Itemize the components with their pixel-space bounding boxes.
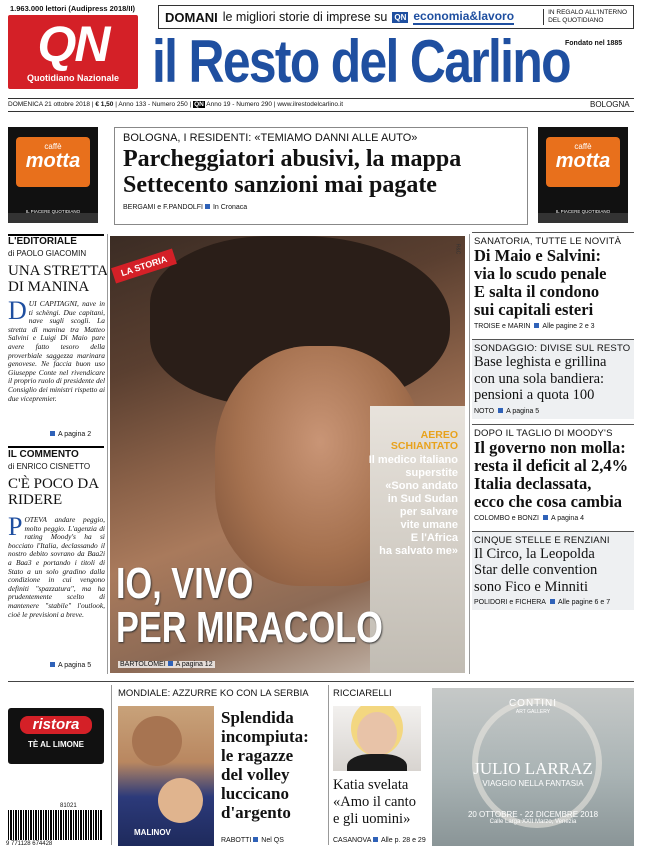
right-story-headline-line: Italia declassata, (474, 473, 592, 493)
qn-mini-logo: QN (394, 12, 407, 22)
lead-kicker: BOLOGNA, I RESIDENTI: «TEMIAMO DANNI ALLE AUTO» (123, 132, 418, 144)
main-story-side-label: R&C (454, 243, 461, 255)
lead-byline: BERGAMI e F.PANDOLFI In Cronaca (123, 204, 248, 211)
ricciarelli-photo[interactable] (333, 706, 421, 771)
sport-headline-line: d'argento (221, 803, 291, 822)
promo-banner[interactable] (158, 5, 634, 29)
qn-logo-subtitle: Quotidiano Nazionale (26, 73, 119, 83)
right-column (472, 232, 634, 615)
main-story-text-line: «Sono andato (385, 480, 458, 492)
lead-headline-1: Parcheggiatori abusivi, la mappa (123, 146, 462, 172)
ricciarelli-headline-line: e gli uomini» (333, 811, 411, 827)
ristora-product: TÈ AL LIMONE (28, 740, 84, 749)
lead-headline-2: Settecento sanzioni mai pagate (123, 172, 437, 198)
right-story-kicker: SONDAGGIO: DIVISE SUL RESTO (474, 343, 631, 354)
main-story-headline-1: IO, VIVO (116, 559, 254, 608)
main-story-text-line: in Sud Sudan (387, 493, 458, 505)
right-story-headline-line: Base leghista e grillina (474, 354, 607, 370)
right-story[interactable] (472, 232, 634, 334)
lead-story[interactable] (114, 127, 528, 225)
ricciarelli-headline-line: «Amo il canto (333, 794, 416, 810)
right-story-kicker: SANATORIA, TUTTE LE NOVITÀ (474, 236, 622, 247)
sport-jersey: MALINOV (134, 828, 171, 837)
right-story-kicker: DOPO IL TAGLIO DI MOODY'S (474, 427, 613, 439)
sport-photo[interactable] (118, 706, 214, 846)
ricciarelli-kicker: RICCIARELLI (333, 688, 392, 699)
motta-slogan: IL PIACERE QUOTIDIANO (555, 209, 611, 214)
editoriale-body: DUI CAPITAGNI, nave in ti schèngi. Due capitani, nave sugli scogli. La stretta di manina tra Matteo Salvini e Luigi Di Maio pare avere fatto tesoro della proverbiale saggezza marinara genovese. Ne faccia buon uso Giuseppe Conte nel rivendicare il proprio ruolo di presidente del Consiglio dei ministri rispetto ai due vicepremier. (8, 296, 105, 403)
editoriale-author: di PAOLO GIACOMIN (8, 249, 87, 258)
sport-headline-line: Splendida (221, 708, 294, 727)
right-story-byline: NOTO A pagina 5 (474, 407, 540, 415)
motta-cup-icon: caffè motta (16, 137, 90, 187)
ricciarelli-byline: CASANOVA Alle p. 28 e 29 (333, 837, 426, 844)
commento-body: POTEVA andare peggio, molto peggio. L'agenzia di rating Moody's ha sì bocciato l'Italia, declassando il nostro debito sovrano da Baa2i a Baa3 e portando i titoli di Stato a un solo gradino dalla condizione in cui vengono definiti "spazzatura", ma ha prudentemente scelto di mantenere "stabile" l'outlook, cioè le previsioni a breve. (8, 512, 105, 619)
right-story-headline-line: pensioni a quota 100 (474, 387, 595, 403)
right-story-headline-line: resta il deficit al 2,4% (474, 455, 629, 475)
barcode-issue: 81021 (60, 803, 77, 809)
ad-motta-right[interactable] (538, 127, 628, 223)
commento-ref[interactable]: A pagina 5 (50, 662, 91, 669)
right-story-byline: COLOMBO e BONZI A pagina 4 (474, 514, 585, 522)
main-story-text-line: vite umane (400, 519, 458, 531)
motta-slogan: IL PIACERE QUOTIDIANO (25, 209, 81, 214)
sport-headline[interactable] (221, 708, 325, 822)
main-story-text (330, 454, 458, 558)
main-story-headline-2: PER MIRACOLO (116, 603, 383, 652)
right-story-headline-line: sui capitali esteri (474, 300, 594, 319)
right-story[interactable] (472, 339, 634, 419)
main-story-text-line: superstite (405, 467, 458, 479)
right-story-headline-line: via lo scudo penale (474, 264, 607, 283)
main-story-text-line: per salvare (399, 506, 458, 518)
right-story-headline-line: Star delle convention (474, 562, 598, 578)
ricciarelli-headline[interactable] (333, 777, 433, 828)
right-story-kicker: CINQUE STELLE E RENZIANI (474, 534, 610, 546)
main-story-text-line: E l'Africa (410, 532, 458, 544)
sport-byline: RABOTTI Nel QS (221, 837, 284, 844)
right-story-headline-line: Di Maio e Salvini: (474, 246, 601, 265)
right-story-byline: POLIDORI e FICHERA Alle pagine 6 e 7 (474, 599, 611, 606)
right-story[interactable] (472, 531, 634, 611)
main-story-byline: BARTOLOMEI A pagina 12 (120, 661, 213, 668)
larraz-contini: CONTINI (508, 698, 558, 709)
barcode-number: 9 771128 674428 (6, 841, 53, 847)
masthead-founded: Fondato nel 1885 (565, 40, 623, 47)
qn-logo[interactable] (8, 15, 138, 89)
larraz-address: Calle Larga XXII Marzo, Venezia (489, 819, 577, 825)
motta-cup-icon: caffè motta (546, 137, 620, 187)
right-story-byline: TROISE e MARIN Alle pagine 2 e 3 (474, 323, 595, 330)
commento-label: IL COMMENTO (8, 449, 79, 460)
qn-logo-text: QN (37, 16, 109, 72)
masthead-city: BOLOGNA (590, 100, 630, 109)
ricciarelli-headline-line: Katia svelata (333, 777, 409, 793)
right-story-headline-line: E salta il condono (474, 282, 600, 301)
larraz-sub: ART GALLERY (515, 709, 551, 715)
right-story-headline-line: ecco che cosa cambia (474, 491, 622, 511)
editoriale-label: L'EDITORIALE (8, 236, 77, 247)
main-story-text-line: Il medico italiano (368, 454, 458, 466)
sport-headline-line: incompiuta: (221, 727, 309, 746)
larraz-show: VIAGGIO NELLA FANTASIA (482, 779, 584, 788)
ristora-brand: ristora (20, 716, 92, 734)
readers-line: 1.963.000 lettori (Audipress 2018/II) (10, 4, 136, 13)
commento-title[interactable]: C'È POCO DA RIDERE (8, 476, 99, 508)
sport-kicker: MONDIALE: AZZURRE KO CON LA SERBIA (118, 688, 309, 699)
main-story-kicker: AEREO SCHIANTATO (390, 429, 458, 452)
masthead-title: il Resto del Carlino (152, 28, 570, 95)
sport-headline-line: del volley (221, 765, 290, 784)
barcode (8, 810, 102, 840)
ad-larraz[interactable] (432, 688, 634, 846)
editoriale-ref[interactable]: A pagina 2 (50, 431, 91, 438)
promo-brand: economia&lavoro (413, 9, 515, 23)
right-story-headline-line: sono Fico e Minniti (474, 578, 588, 595)
main-story-text-line: ha salvato me» (379, 545, 458, 557)
right-story-headline-line: Il Circo, la Leopolda (474, 545, 595, 562)
promo-domani: DOMANI (165, 9, 218, 25)
main-story-tag: LA STORIA (111, 249, 177, 284)
ad-motta-left[interactable] (8, 127, 98, 223)
larraz-artist: JULIO LARRAZ (473, 759, 593, 778)
commento-author: di ENRICO CISNETTO (8, 462, 91, 471)
sport-headline-line: luccicano (221, 784, 289, 803)
right-story[interactable] (472, 424, 634, 526)
sport-headline-line: le ragazze (221, 746, 294, 765)
larraz-dates: 20 OTTOBRE - 22 DICEMBRE 2018 (467, 810, 599, 819)
editoriale-title[interactable]: UNA STRETTA DI MANINA (8, 263, 108, 295)
promo-gift: IN REGALO ALL'INTERNO DEL QUOTIDIANO (543, 9, 627, 25)
dateline: DOMENICA 21 ottobre 2018 | € 1,50 | Anno 133 - Numero 250 | QN Anno 19 - Numero 290 | www.ilrestodelcarlino.it (8, 101, 344, 108)
right-story-headline-line: con una sola bandiera: (474, 370, 605, 387)
ad-ristora[interactable] (8, 708, 104, 764)
promo-text: le migliori storie di imprese su (222, 10, 388, 24)
right-story-headline-line: Il governo non molla: (474, 437, 626, 457)
